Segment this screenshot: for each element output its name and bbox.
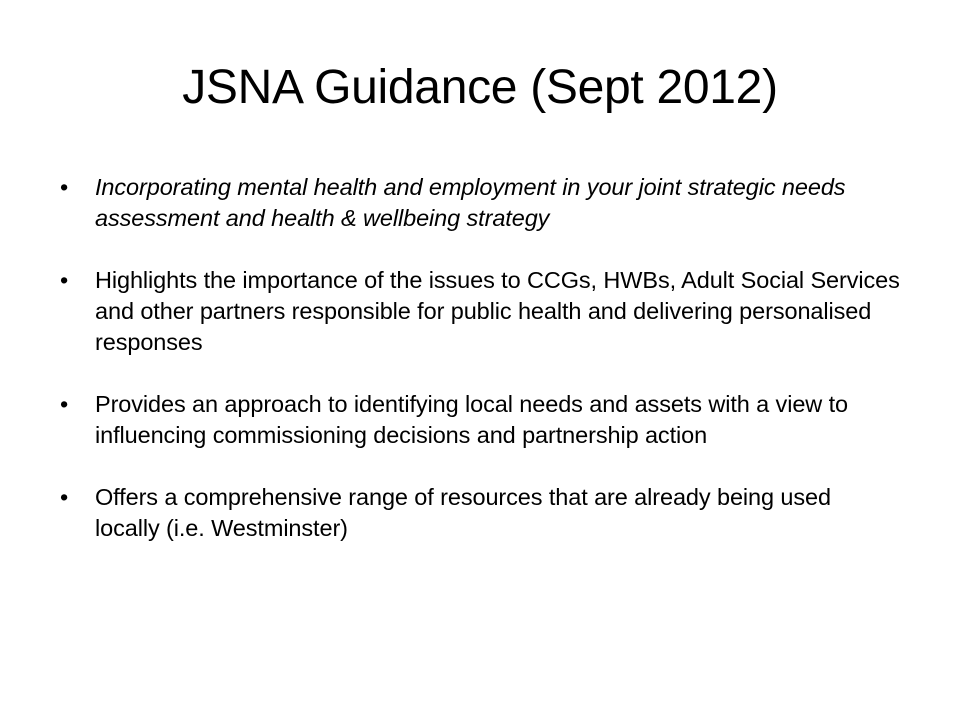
- bullet-text: Highlights the importance of the issues to CCGs, HWBs, Adult Social Services and other partners responsible for public health and delivering personalised responses: [95, 267, 900, 355]
- bullet-item: [60, 389, 900, 451]
- bullet-text: Offers a comprehensive range of resources that are already being used locally (i.e. Westminster): [95, 484, 831, 541]
- bullet-text: Incorporating mental health and employment in your joint strategic needs assessment and health & wellbeing strategy: [95, 174, 846, 231]
- bullet-item: [60, 265, 900, 358]
- bullet-item: [60, 172, 900, 234]
- slide-title: JSNA Guidance (Sept 2012): [182, 61, 778, 114]
- bullet-marker: •: [60, 391, 69, 417]
- bullet-item: [60, 482, 900, 544]
- bullet-marker: •: [60, 267, 69, 293]
- bullet-list: [60, 172, 900, 575]
- bullet-text: Provides an approach to identifying local needs and assets with a view to influencing commissioning decisions and partnership action: [95, 391, 848, 448]
- bullet-marker: •: [60, 174, 69, 200]
- bullet-marker: •: [60, 484, 69, 510]
